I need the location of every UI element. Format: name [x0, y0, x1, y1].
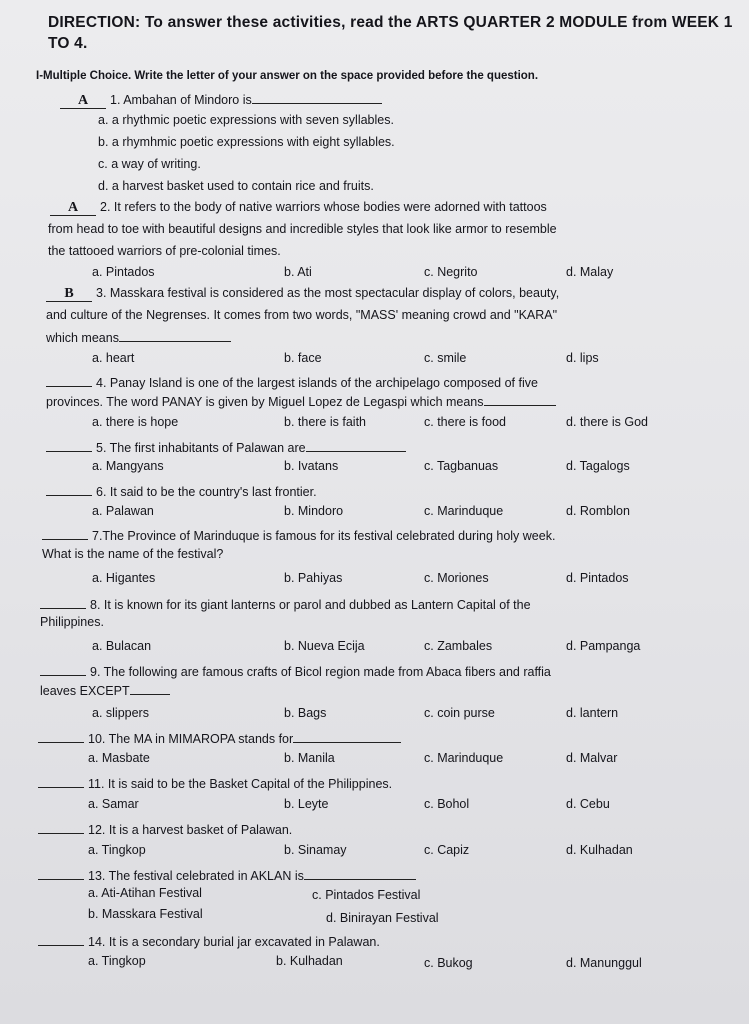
choice-2a: a. Pintados	[92, 265, 155, 279]
choice-3c: c. smile	[424, 351, 467, 365]
choice-1c: c. a way of writing.	[98, 157, 201, 171]
choice-5d: d. Tagalogs	[566, 459, 630, 473]
answer-blank-6[interactable]	[46, 480, 92, 496]
directions-heading: DIRECTION: To answer these activities, read the ARTS QUARTER 2 MODULE from WEEK 1 TO 4.	[48, 14, 733, 52]
choice-8a: a. Bulacan	[92, 639, 152, 653]
question-4: 4. Panay Island is one of the largest islands of the archipelago composed of five	[46, 371, 538, 391]
question-12: 12. It is a harvest basket of Palawan.	[38, 818, 292, 838]
choice-14d: d. Manunggul	[566, 956, 642, 970]
question-8: 8. It is known for its giant lanterns or parol and dubbed as Lantern Capital of the	[40, 593, 531, 613]
answer-blank-11[interactable]	[38, 772, 84, 788]
choice-11a: a. Samar	[88, 797, 139, 811]
question-7-line-2: What is the name of the festival?	[42, 547, 224, 561]
choice-4d: d. there is God	[566, 415, 648, 429]
choice-1a: a. a rhythmic poetic expressions with seven syllables.	[98, 113, 394, 127]
choice-9d: d. lantern	[566, 706, 619, 720]
choice-2d: d. Malay	[566, 265, 614, 279]
choice-13d: d. Binirayan Festival	[326, 911, 439, 925]
question-2: A 2. It refers to the body of native warriors whose bodies were adorned with tattoos	[50, 199, 547, 216]
choice-12d: d. Kulhadan	[566, 843, 633, 857]
question-14: 14. It is a secondary burial jar excavated in Palawan.	[38, 930, 380, 950]
question-3-line-3: which means	[46, 329, 231, 346]
choice-14a: a. Tingkop	[88, 954, 146, 968]
choice-2b: b. Ati	[284, 265, 312, 279]
question-3-line-2: and culture of the Negrenses. It comes from two words, "MASS' meaning crowd and "KARA"	[46, 308, 558, 322]
choice-12a: a. Tingkop	[88, 843, 146, 857]
answer-blank-10[interactable]	[38, 727, 84, 743]
choice-7b: b. Pahiyas	[284, 571, 343, 585]
choice-4a: a. there is hope	[92, 415, 179, 429]
choice-10d: d. Malvar	[566, 751, 618, 765]
question-7: 7.The Province of Marinduque is famous for its festival celebrated during holy week.	[42, 524, 555, 544]
question-6: 6. It said to be the country's last frontier.	[46, 480, 317, 500]
question-5: 5. The first inhabitants of Palawan are	[46, 436, 406, 456]
answer-blank-12[interactable]	[38, 818, 84, 834]
choice-9a: a. slippers	[92, 706, 149, 720]
choice-9b: b. Bags	[284, 706, 327, 720]
choice-1d: d. a harvest basket used to contain rice and fruits.	[98, 179, 374, 193]
choice-6d: d. Romblon	[566, 504, 630, 518]
answer-blank-5[interactable]	[46, 436, 92, 452]
question-13: 13. The festival celebrated in AKLAN is	[38, 864, 416, 884]
answer-blank-7[interactable]	[42, 524, 88, 540]
question-11: 11. It is said to be the Basket Capital of the Philippines.	[38, 772, 392, 792]
choice-14c: c. Bukog	[424, 956, 473, 970]
choice-8b: b. Nueva Ecija	[284, 639, 365, 653]
choice-13b: b. Masskara Festival	[88, 907, 203, 921]
answer-blank-1[interactable]: A	[60, 93, 106, 109]
question-9: 9. The following are famous crafts of Bicol region made from Abaca fibers and raffia	[40, 660, 551, 680]
choice-8d: d. Pampanga	[566, 639, 641, 653]
question-4-line-2: provinces. The word PANAY is given by Miguel Lopez de Legaspi which means	[46, 393, 556, 410]
choice-7d: d. Pintados	[566, 571, 629, 585]
question-2-line-3: the tattooed warriors of pre-colonial times.	[48, 244, 281, 258]
question-9-line-2: leaves EXCEPT	[40, 682, 170, 699]
question-2-line-2: from head to toe with beautiful designs and incredible styles that look like armor to resemble	[48, 222, 557, 236]
answer-blank-9[interactable]	[40, 660, 86, 676]
choice-12b: b. Sinamay	[284, 843, 347, 857]
choice-6a: a. Palawan	[92, 504, 154, 518]
answer-blank-14[interactable]	[38, 930, 84, 946]
choice-1b: b. a rhymhmic poetic expressions with eight syllables.	[98, 135, 395, 149]
choice-5b: b. Ivatans	[284, 459, 339, 473]
choice-12c: c. Capiz	[424, 843, 470, 857]
question-3: B 3. Masskara festival is considered as the most spectacular display of colors, beauty,	[46, 285, 559, 302]
choice-5a: a. Mangyans	[92, 459, 164, 473]
question-1: A 1. Ambahan of Mindoro is	[60, 91, 382, 109]
choice-3b: b. face	[284, 351, 322, 365]
choice-3a: a. heart	[92, 351, 135, 365]
choice-14b: b. Kulhadan	[276, 954, 343, 968]
choice-6b: b. Mindoro	[284, 504, 344, 518]
question-10: 10. The MA in MIMAROPA stands for	[38, 727, 401, 747]
choice-11b: b. Leyte	[284, 797, 329, 811]
instruction-text: I-Multiple Choice. Write the letter of your answer on the space provided before the question.	[36, 70, 539, 82]
choice-7c: c. Moriones	[424, 571, 489, 585]
choice-11d: d. Cebu	[566, 797, 610, 811]
answer-blank-8[interactable]	[40, 593, 86, 609]
answer-blank-3[interactable]: B	[46, 286, 92, 302]
choice-4c: c. there is food	[424, 415, 506, 429]
answer-blank-13[interactable]	[38, 864, 84, 880]
choice-8c: c. Zambales	[424, 639, 493, 653]
answer-blank-2[interactable]: A	[50, 200, 96, 216]
choice-13a: a. Ati-Atihan Festival	[88, 886, 202, 900]
choice-4b: b. there is faith	[284, 415, 366, 429]
choice-13c: c. Pintados Festival	[312, 888, 421, 902]
answer-blank-4[interactable]	[46, 371, 92, 387]
choice-10b: b. Manila	[284, 751, 335, 765]
question-8-line-2: Philippines.	[40, 615, 104, 629]
choice-10c: c. Marinduque	[424, 751, 504, 765]
choice-3d: d. lips	[566, 351, 599, 365]
choice-6c: c. Marinduque	[424, 504, 504, 518]
choice-7a: a. Higantes	[92, 571, 156, 585]
choice-9c: c. coin purse	[424, 706, 495, 720]
choice-11c: c. Bohol	[424, 797, 470, 811]
choice-2c: c. Negrito	[424, 265, 478, 279]
choice-10a: a. Masbate	[88, 751, 150, 765]
choice-5c: c. Tagbanuas	[424, 459, 499, 473]
